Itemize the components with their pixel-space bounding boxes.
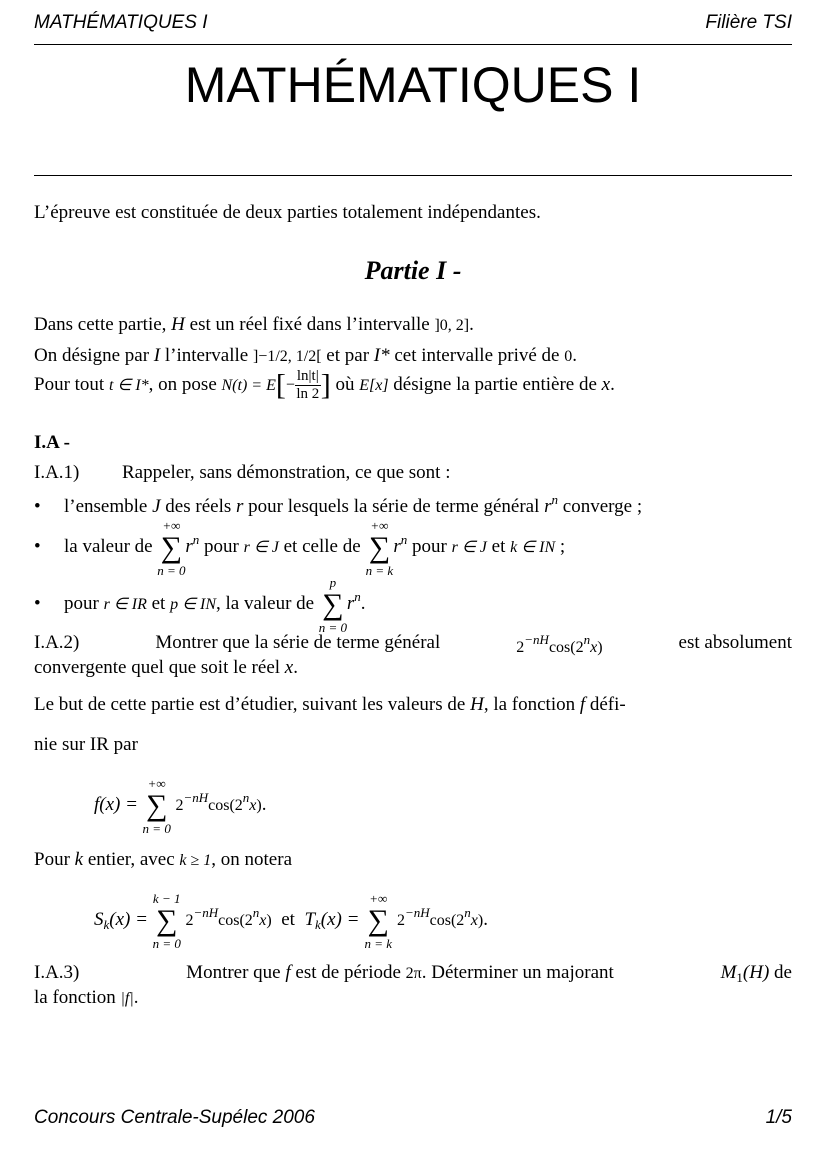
- page-title: MATHÉMATIQUES I: [184, 57, 642, 113]
- sum-symbol: +∞ ∑ n = k: [364, 890, 392, 951]
- header-right: Filière TSI: [705, 12, 792, 33]
- header-left: MATHÉMATIQUES I: [34, 12, 208, 33]
- sum-symbol: +∞ ∑ n = k: [365, 517, 394, 578]
- sum-symbol: k − 1 ∑ n = 0: [152, 890, 181, 951]
- question-IA2: I.A.2) Montrer que la série de terme général $2^{-nH}\cos(2^nx)$ est absolument: [34, 632, 792, 656]
- part-title: Partie I -: [364, 256, 462, 285]
- section-IA: I.A -: [34, 432, 70, 453]
- pour-k: Pour k entier, avec k ≥ 1, on notera: [34, 849, 293, 870]
- bullet-1: • l’ensemble J des réels r pour lesquels la série de terme général $r^n$ converge ;: [34, 492, 643, 517]
- footer-right: 1/5: [765, 1107, 792, 1128]
- question-IA2-line2: convergente quel que soit le réel x.: [34, 657, 298, 678]
- intro-text: L’épreuve est constituée de deux parties totalement indépendantes.: [34, 202, 541, 223]
- goal-line2: nie sur IR par: [34, 734, 138, 755]
- paragraph-2: On désigne par I l’intervalle ]−1/2, 1/2[ et par I* cet intervalle privé de 0.: [34, 345, 577, 366]
- sum-symbol: p ∑ n = 0: [318, 574, 348, 635]
- formula-f: f(x) = +∞ ∑ n = 0 $2^{-nH}\cos(2^nx)$.: [94, 775, 267, 836]
- header-rule: [34, 44, 792, 45]
- question-IA3-line2: la fonction |f|.: [34, 987, 139, 1008]
- bullet-3: • pour r ∈ IR et p ∈ IN, la valeur de p ∑ n = 0 $r^n$.: [34, 574, 366, 635]
- bullet-2: • la valeur de +∞ ∑ n = 0 $r^n$ pour r ∈ J et celle de +∞ ∑ n = k $r^n$ pour r ∈ J et k ∈ IN ;: [34, 517, 566, 578]
- goal-line1: Le but de cette partie est d’étudier, suivant les valeurs de H, la fonction f défi-: [34, 694, 626, 715]
- question-IA1: I.A.1) Rappeler, sans démonstration, ce que sont :: [34, 462, 451, 483]
- paragraph-3: Pour tout t ∈ I*, on pose N(t) = E[− $\frac{\ln|t|}{\ln 2}$ ] où E[x] désigne la partie entière de x.: [34, 368, 615, 402]
- question-IA3: I.A.3) Montrer que f est de période 2π. Déterminer un majorant $M_1(H)$ de: [34, 962, 792, 985]
- formula-S-T: $S_k(x)$ = k − 1 ∑ n = 0 $2^{-nH}\cos(2^nx)$ et $T_k(x)$ = +∞ ∑ n = k $2^{-nH}\cos(2^nx)$.: [94, 890, 488, 951]
- paragraph-1: Dans cette partie, H est un réel fixé dans l’intervalle ]0, 2].: [34, 314, 474, 335]
- title-rule: [34, 175, 792, 176]
- sum-symbol: +∞ ∑ n = 0: [142, 775, 171, 836]
- footer-left: Concours Centrale-Supélec 2006: [34, 1107, 315, 1128]
- fraction: $\frac{\ln|t|}{\ln 2}$: [296, 368, 320, 402]
- sum-symbol: +∞ ∑ n = 0: [157, 517, 186, 578]
